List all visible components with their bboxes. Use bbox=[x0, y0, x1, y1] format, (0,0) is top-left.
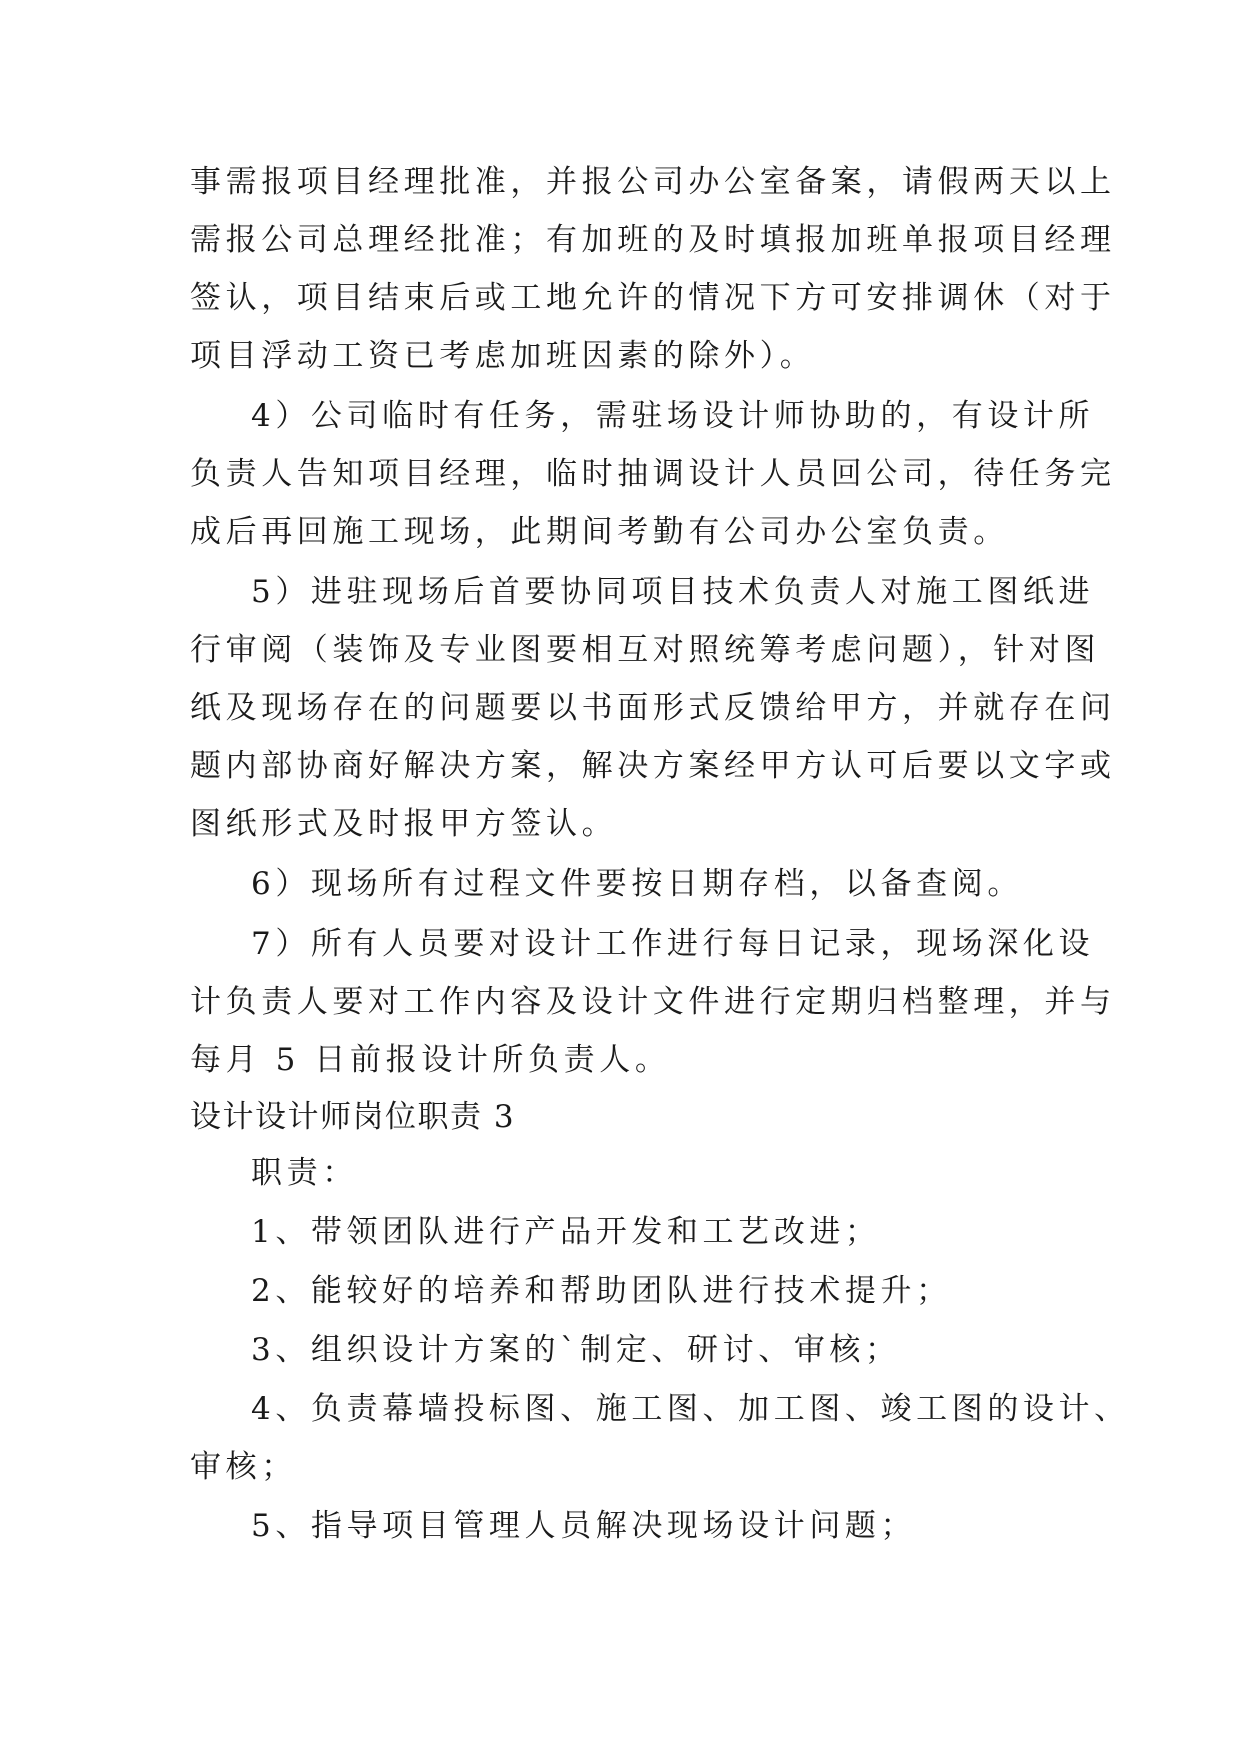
paragraph-line: 图纸形式及时报甲方签认。 bbox=[190, 806, 618, 842]
paragraph-line: 7）所有人员要对设计工作进行每日记录，现场深化设 bbox=[251, 926, 1095, 962]
paragraph-line: 4）公司临时有任务，需驻场设计师协助的，有设计所 bbox=[251, 398, 1095, 434]
list-item: 4、负责幕墙投标图、施工图、加工图、竣工图的设计、 bbox=[251, 1391, 1130, 1427]
section-heading: 设计设计师岗位职责 3 bbox=[190, 1099, 516, 1135]
paragraph-line: 行审阅（装饰及专业图要相互对照统筹考虑问题），针对图 bbox=[190, 632, 1101, 668]
paragraph-line: 签认，项目结束后或工地允许的情况下方可安排调休（对于 bbox=[190, 280, 1116, 316]
paragraph-line: 项目浮动工资已考虑加班因素的除外）。 bbox=[190, 338, 816, 374]
paragraph-line: 计负责人要对工作内容及设计文件进行定期归档整理，并与 bbox=[190, 984, 1116, 1020]
paragraph-line: 成后再回施工现场，此期间考勤有公司办公室负责。 bbox=[190, 514, 1009, 550]
list-item: 2、能较好的培养和帮助团队进行技术提升； bbox=[251, 1273, 952, 1309]
paragraph-line: 每月 5 日前报设计所负责人。 bbox=[190, 1042, 671, 1078]
paragraph-line: 需报公司总理经批准；有加班的及时填报加班单报项目经理 bbox=[190, 222, 1116, 258]
paragraph-line: 纸及现场存在的问题要以书面形式反馈给甲方，并就存在问 bbox=[190, 690, 1116, 726]
paragraph-line: 职责： bbox=[251, 1155, 358, 1191]
list-item: 3、组织设计方案的`制定、研讨、审核； bbox=[251, 1332, 901, 1368]
paragraph-line: 题内部协商好解决方案，解决方案经甲方认可后要以文字或 bbox=[190, 748, 1116, 784]
paragraph-line: 5）进驻现场后首要协同项目技术负责人对施工图纸进 bbox=[251, 574, 1095, 610]
paragraph-line: 负责人告知项目经理，临时抽调设计人员回公司，待任务完 bbox=[190, 456, 1116, 492]
list-item: 1、带领团队进行产品开发和工艺改进； bbox=[251, 1214, 881, 1250]
list-item: 5、指导项目管理人员解决现场设计问题； bbox=[251, 1508, 917, 1544]
list-item: 审核； bbox=[190, 1449, 297, 1485]
paragraph-line: 6）现场所有过程文件要按日期存档，以备查阅。 bbox=[251, 866, 1023, 902]
paragraph-line: 事需报项目经理批准，并报公司办公室备案，请假两天以上 bbox=[190, 164, 1116, 200]
